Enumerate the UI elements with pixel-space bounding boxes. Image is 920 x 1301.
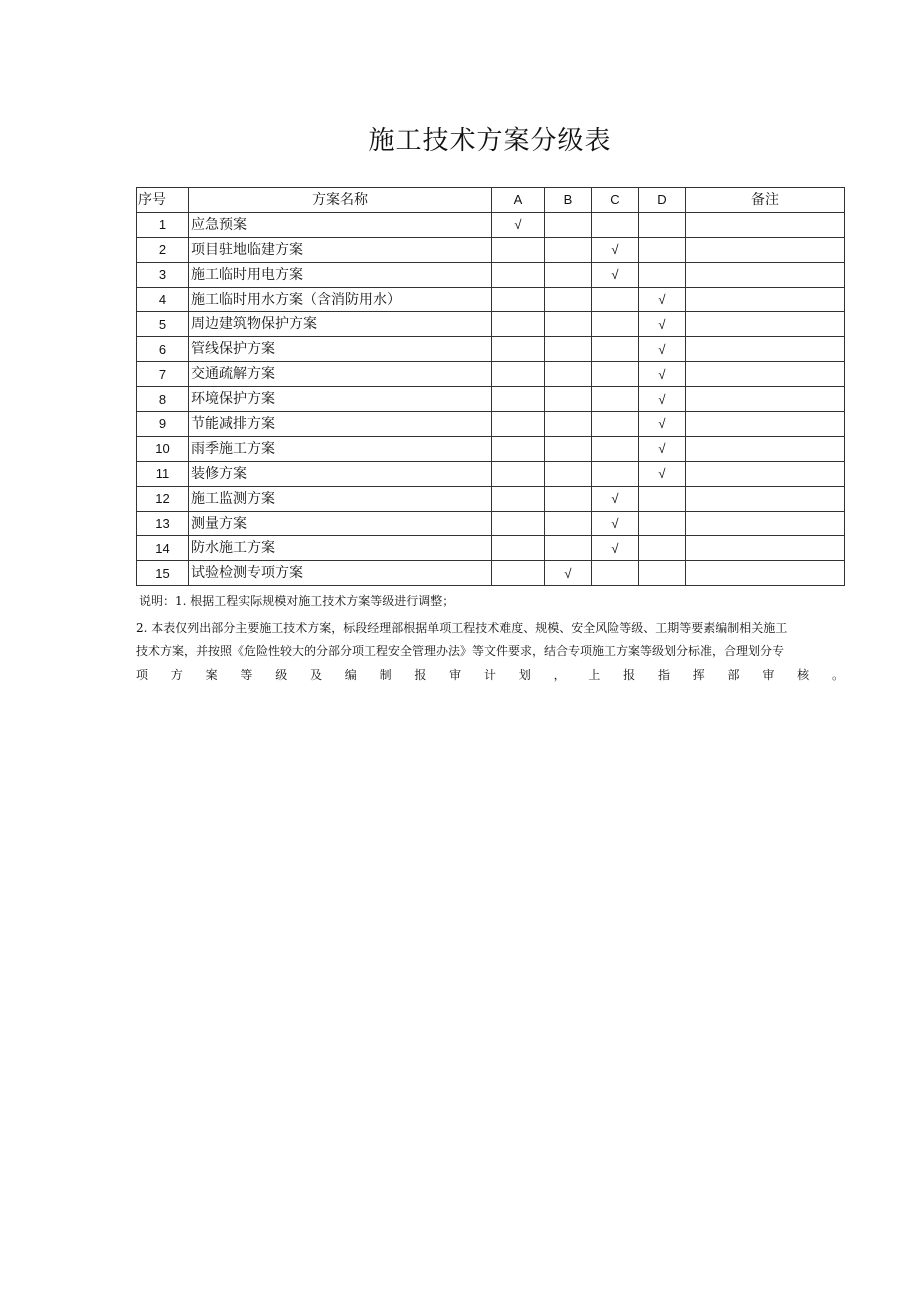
cell-name: 交通疏解方案 [189,362,492,387]
cell-b [545,362,592,387]
cell-name: 应急预案 [189,212,492,237]
cell-name: 测量方案 [189,511,492,536]
cell-a [492,536,545,561]
cell-b [545,461,592,486]
cell-name: 装修方案 [189,461,492,486]
note-line-4-char: ， [553,668,566,682]
cell-c [592,337,639,362]
cell-remark [686,312,845,337]
cell-b: √ [545,561,592,586]
cell-c [592,212,639,237]
cell-a [492,412,545,437]
cell-remark [686,461,845,486]
table-row [137,337,845,362]
header-b: B [545,188,592,213]
cell-a [492,262,545,287]
note-line-4-char: 审 [449,668,462,682]
cell-name: 管线保护方案 [189,337,492,362]
cell-b [545,511,592,536]
cell-c: √ [592,486,639,511]
cell-remark [686,287,845,312]
cell-name: 节能减排方案 [189,412,492,437]
cell-remark [686,337,845,362]
cell-remark [686,536,845,561]
table-row [137,536,845,561]
cell-name: 项目驻地临建方案 [189,237,492,262]
cell-remark [686,412,845,437]
cell-remark [686,436,845,461]
table-row [137,362,845,387]
cell-remark [686,362,845,387]
cell-a [492,337,545,362]
cell-b [545,312,592,337]
cell-seq: 15 [137,561,189,586]
grading-table [136,187,845,586]
note-line-4 [136,669,844,681]
note-line-4-char: 编 [344,668,357,682]
header-remark: 备注 [686,188,845,213]
cell-seq: 9 [137,412,189,437]
cell-b [545,387,592,412]
cell-d [639,237,686,262]
note-line-4-char: 划 [518,668,531,682]
header-name: 方案名称 [189,188,492,213]
cell-b [545,212,592,237]
cell-c: √ [592,237,639,262]
table-row [137,436,845,461]
cell-remark [686,237,845,262]
note-line-4-char: 审 [762,668,775,682]
note-line-4-char: 项 [136,668,149,682]
cell-c [592,312,639,337]
cell-d: √ [639,387,686,412]
cell-a [492,387,545,412]
cell-c: √ [592,536,639,561]
cell-b [545,337,592,362]
note-line-4-char: 等 [240,668,253,682]
note-line-4-char: 上 [588,668,601,682]
cell-name: 防水施工方案 [189,536,492,561]
cell-remark [686,511,845,536]
cell-remark [686,486,845,511]
cell-seq: 2 [137,237,189,262]
cell-b [545,237,592,262]
cell-seq: 10 [137,436,189,461]
cell-a [492,486,545,511]
cell-seq: 12 [137,486,189,511]
table-row [137,212,845,237]
cell-c [592,412,639,437]
cell-a [492,362,545,387]
note-line-4-char: 报 [623,668,636,682]
cell-seq: 11 [137,461,189,486]
header-a: A [492,188,545,213]
cell-a [492,312,545,337]
cell-d [639,536,686,561]
note-line-4-char: 指 [657,668,670,682]
cell-a: √ [492,212,545,237]
cell-d [639,212,686,237]
cell-seq: 14 [137,536,189,561]
cell-d: √ [639,461,686,486]
cell-c [592,387,639,412]
cell-remark [686,262,845,287]
cell-name: 施工监测方案 [189,486,492,511]
note-line-4-char: 报 [414,668,427,682]
note-line-1: 说明：1. 根据工程实际规模对施工技术方案等级进行调整； [139,594,455,608]
cell-d [639,262,686,287]
cell-seq: 5 [137,312,189,337]
cell-a [492,237,545,262]
table-row [137,387,845,412]
table-row [137,511,845,536]
cell-b [545,436,592,461]
note-line-4-char: 方 [170,668,183,682]
cell-c [592,461,639,486]
cell-name: 试验检测专项方案 [189,561,492,586]
cell-name: 雨季施工方案 [189,436,492,461]
note-line-4-char: 制 [379,668,392,682]
cell-remark [686,212,845,237]
cell-c: √ [592,262,639,287]
table-row [137,412,845,437]
cell-a [492,436,545,461]
cell-d: √ [639,312,686,337]
cell-d [639,486,686,511]
cell-b [545,486,592,511]
cell-name: 施工临时用电方案 [189,262,492,287]
note-line-4-char: 。 [831,668,844,682]
table-row [137,237,845,262]
note-line-4-char: 计 [483,668,496,682]
cell-remark [686,387,845,412]
cell-a [492,561,545,586]
cell-seq: 4 [137,287,189,312]
cell-c [592,561,639,586]
note-line-4-char: 部 [727,668,740,682]
cell-a [492,461,545,486]
cell-d [639,511,686,536]
cell-b [545,262,592,287]
cell-d: √ [639,362,686,387]
table-row [137,461,845,486]
note-line-4-char: 及 [309,668,322,682]
cell-b [545,412,592,437]
table-row [137,312,845,337]
cell-name: 周边建筑物保护方案 [189,312,492,337]
table-header-row [137,188,845,213]
cell-name: 环境保护方案 [189,387,492,412]
cell-b [545,536,592,561]
cell-seq: 1 [137,212,189,237]
document-title: 施工技术方案分级表 [368,126,612,156]
cell-seq: 6 [137,337,189,362]
table-body [137,212,845,585]
cell-c [592,287,639,312]
table-row [137,287,845,312]
header-d: D [639,188,686,213]
note-line-3: 技术方案，并按照《危险性较大的分部分项工程安全管理办法》等文件要求，结合专项施工方案等级划分标准，合理划分专 [136,644,785,658]
cell-name: 施工临时用水方案（含消防用水） [189,287,492,312]
cell-c [592,436,639,461]
cell-seq: 8 [137,387,189,412]
cell-remark [686,561,845,586]
note-line-4-char: 级 [275,668,288,682]
table-row [137,486,845,511]
cell-d: √ [639,412,686,437]
cell-a [492,511,545,536]
table-row [137,561,845,586]
cell-c: √ [592,511,639,536]
cell-seq: 3 [137,262,189,287]
cell-d [639,561,686,586]
cell-a [492,287,545,312]
cell-d: √ [639,436,686,461]
cell-d: √ [639,337,686,362]
cell-c [592,362,639,387]
cell-b [545,287,592,312]
header-seq: 序号 [137,188,189,213]
cell-seq: 7 [137,362,189,387]
cell-d: √ [639,287,686,312]
header-c: C [592,188,639,213]
cell-seq: 13 [137,511,189,536]
note-line-2: 2. 本表仅列出部分主要施工技术方案，标段经理部根据单项工程技术难度、规模、安全风险等级、工期等要素编制相关施工 [136,621,788,635]
note-line-4-char: 案 [205,668,218,682]
note-line-4-char: 核 [797,668,810,682]
note-line-4-char: 挥 [692,668,705,682]
table-row [137,262,845,287]
